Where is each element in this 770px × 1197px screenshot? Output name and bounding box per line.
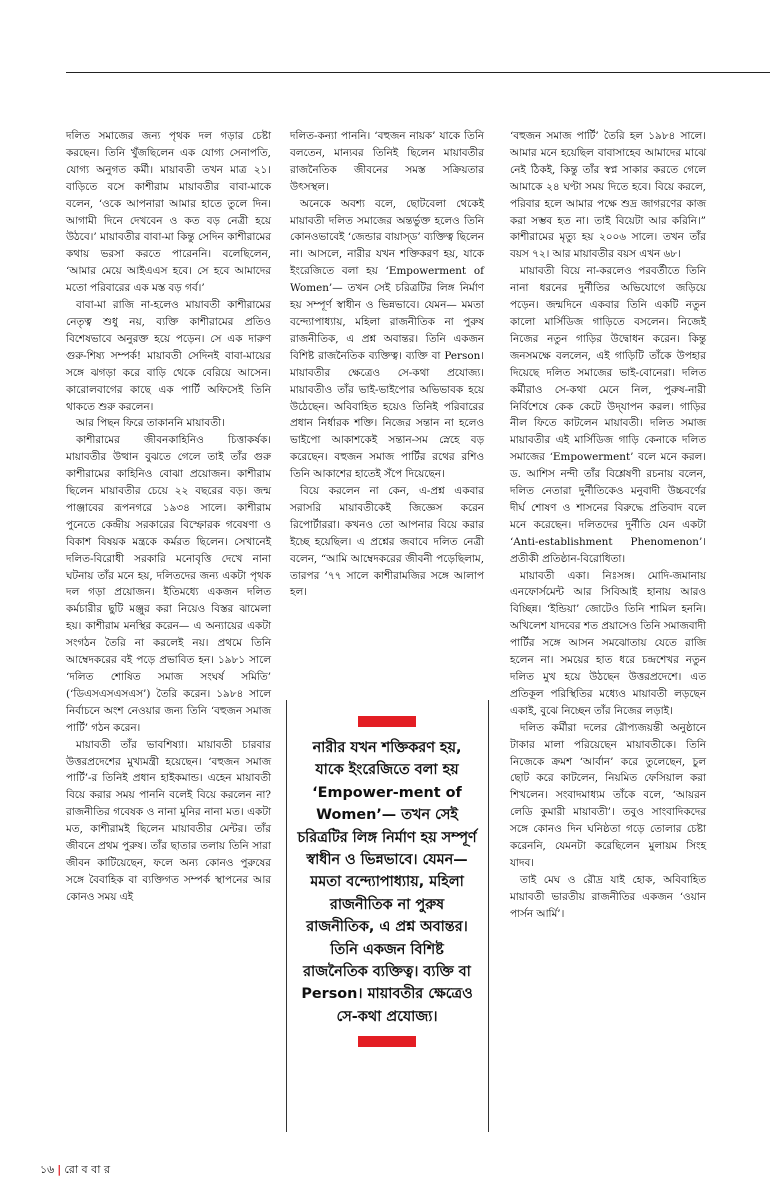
pull-quote-left-rule xyxy=(286,700,287,1132)
paragraph: দলিত কর্মীরা দলের রৌপ্যজয়ন্তী অনুষ্ঠানে টাকার মালা পরিয়েছেন মায়াবতীকে। তিনি নিজেকে ক্রমশ ‘আর্বান’ করে তুলেছেন, চুল ছোট করে কাটলেন, নিয়মিত ফেসিয়াল করা শিখলেন। সংবাদমাধ্যম তাঁকে বলে, ‘আয়রন লেডি কুমারী মায়াবতী’। তবুও সাংবাদিকদের সঙ্গে কোনও দিন ঘনিষ্ঠতা গড়ে তোলার চেষ্টা করেননি, যেমনটা করেছিলেন মুলায়ম সিংহ যাদব। xyxy=(510,721,706,869)
paragraph: ‘বহুজন সমাজ পার্টি’ তৈরি হল ১৯৮৪ সালে। আমার মনে হয়েছিল বাবাসাহেব আমাদের মাঝে নেই ঠিকই, কিন্তু তাঁর স্বপ্ন সাকার করতে গেলে আমাকে ২৪ ঘণ্টা সময় দিতে হবে। বিয়ে করলে, পরিবার হলে আমার পক্ষে শুদ্র জাগরণের কাজ করা সম্ভব হত না। তাই বিয়েটা আর করিনি।” কাশীরামের মৃত্যু হয় ২০০৬ সালে। তখন তাঁর বয়স ৭২। আর মায়াবতীর বয়স এখন ৬৮। xyxy=(510,130,706,261)
pull-quote-top-bar xyxy=(358,716,416,727)
page-number: ১৬ xyxy=(40,1163,55,1176)
footer-separator: | xyxy=(57,1163,62,1176)
pull-quote-text: নারীর যখন শক্তিকরণ হয়, যাকে ইংরেজিতে বলা হয় ‘Empower-ment of Women’— তখন সেই চরিত্রটির লিঙ্গ নির্মাণ হয় সম্পূর্ণ স্বাধীন ও ভিন্নভাবে। যেমন— মমতা বন্দ্যোপাধ্যায়, মহিলা রাজনীতিক না পুরুষ রাজনীতিক, এ প্রশ্ন অবান্তর। তিনি একজন বিশিষ্ট রাজনৈতিক ব্যক্তিত্ব। ব্যক্তি বা Person। মায়াবতীর ক্ষেত্রেও সে-কথা প্রযোজ্য। xyxy=(297,740,477,1025)
paragraph: কাশীরামের জীবনকাহিনিও চিত্তাকর্ষক। মায়াবতীর উত্থান বুঝতে গেলে তাই তাঁর গুরু কাশীরামের কাহিনিও বোঝা প্রয়োজন। কাশীরাম ছিলেন মায়াবতীর চেয়ে ২২ বছরের বড়। জন্ম পাঞ্জাবের রূপনগরে ১৯৩৪ সালে। কাশীরাম পুনেতে কেন্দ্রীয় সরকারের বিস্ফোরক গবেষণা ও বিকাশ বিষয়ক মন্ত্রকে কর্মরত ছিলেন। সেখানেই দলিত-বিরোধী সরকারি মনোবৃত্তি দেখে নানা ঘটনায় তাঁর মনে হয়, দলিতদের জন্য একটা পৃথক দল গড়া প্রয়োজন। ইতিমধ্যে একজন দলিত কর্মচারীর ছুটি মঞ্জুর করা নিয়েও বিস্তর ঝামেলা হয়। কাশীরাম মনস্থির করেন— এ অন্যায়ের একটা সংগঠন তৈরি না করলেই নয়। প্রথমে তিনি আম্বেদকরের বই পড়ে প্রভাবিত হন। ১৯৮১ সালে ‘দলিত শোষিত সমাজ সংঘর্ষ সমিতি’ (‘ডিএসএসএসএস’) তৈরি করেন। ১৯৮৪ সালে নির্বাচনে অংশ নেওয়ার জন্য তিনি ‘বহুজন সমাজ পার্টি’ গঠন করেন। xyxy=(66,434,271,734)
paragraph: মায়াবতী তাঁর ভাবশিষ্যা। মায়াবতী চারবার উত্তরপ্রদেশের মুখ্যমন্ত্রী হয়েছেন। ‘বহুজন সমাজ পার্টি’-র তিনিই প্রধান হাইকমান্ড। এহেন মায়াবতী বিয়ে করার সময় পাননি বলেই বিয়ে করলেন না? রাজনীতির গবেষক ও নানা মুনির নানা মত। একটা মত, কাশীরামই ছিলেন মায়াবতীর মেন্টর। তাঁর জীবনে প্রথম পুরুষ। তাঁর ছাতার তলায় তিনি সারা জীবন কাটিয়েছেন, ফলে অন্য কোনও পুরুষের সঙ্গে বৈবাহিক বা ব্যক্তিগত সম্পর্ক স্থাপনের আর কোনও সময় এই xyxy=(66,738,271,903)
paragraph: দলিত-কন্যা পাননি। ‘বহুজন নায়ক’ যাকে তিনি বলতেন, মান্যবর তিনিই ছিলেন মায়াবতীর রাজনৈতিক জীবনের সমস্ত সক্রিয়তার উৎসস্থল। xyxy=(290,130,484,193)
pull-quote-bottom-bar xyxy=(358,1036,416,1047)
article-column-2 xyxy=(290,128,484,601)
paragraph: বাবা-মা রাজি না-হলেও মায়াবতী কাশীরামের নেতৃত্ব শুধু নয়, ব্যক্তি কাশীরামের প্রতিও বিশেষভাবে অনুরক্ত হয়ে পড়েন। সে এক দারুণ গুরু-শিষ্য সম্পর্ক! মায়াবতী সেদিনই বাবা-মায়ের সঙ্গে ঝগড়া করে বাড়ি থেকে বেরিয়ে আসেন। কারোলবাগের কাছে এক পার্টি অফিসেই তিনি থাকতে শুরু করলেন। xyxy=(66,299,271,413)
paragraph: মায়াবতী বিয়ে না-করলেও পরবর্তীতে তিনি নানা ধরনের দুর্নীতির অভিযোগে জড়িয়ে পড়েন। জন্মদিনে একবার তিনি একটি নতুন কালো মার্সিডিজ গাড়িতে বসলেন। নিজেই নিজের নতুন গাড়ির উদ্বোধন করেন। কিন্তু জনসমক্ষে বললেন, এই গাড়িটি তাঁকে উপহার দিয়েছে দলিত সমাজের ভাই-বোনেরা। দলিত কর্মীরাও সে-কথা মেনে নিল, পুরুষ-নারী নির্বিশেষে কেক কেটে উদ্‌যাপন করল। গাড়ির নীল ফিতে কাটলেন মায়াবতী। দলিত সমাজ মায়াবতীর এই মার্সিডিজ গাড়ি কেনাকে দলিত সমাজের ‘Empowerment’ বলে মনে করল। ড. আশিস নন্দী তাঁর বিশ্লেষণী রচনায় বলেন, দলিত নেতারা দুর্নীতিকেও মনুবাদী উচ্চবর্ণের দীর্ঘ শোষণ ও শাসনের বিরুদ্ধে প্রতিবাদ বলে মনে করেছেন। দলিতদের দুর্নীতি যেন একটা ‘Anti-establishment Phenomenon’। প্রতীকী প্রতিষ্ঠান-বিরোধিতা। xyxy=(510,265,706,565)
paragraph: মায়াবতী একা। নিঃসঙ্গ। মোদি-জমানায় এনফোর্সমেন্ট আর সিবিআই হানায় আরও বিচ্ছিন্ন। ‘ইন্ডিয়া’ জোটেও তিনি শামিল হননি। অখিলেশ যাদবের শত প্রয়াসেও তিনি সমাজবাদী পার্টির সঙ্গে আসন সমঝোতায় যেতে রাজি হলেন না। সময়ের হাত ধরে চন্দ্রশেখর নতুন দলিত মুখ হয়ে উঠছেন উত্তরপ্রদেশে। এত প্রতিকূল পরিস্থিতির মধ্যেও মায়াবতী লড়ছেন একাই, বুঝে নিচ্ছেন তাঁর নিজের লড়াই। xyxy=(510,569,706,717)
page-footer xyxy=(40,1161,110,1180)
article-column-3 xyxy=(510,128,706,923)
publication-name: রো ব বা র xyxy=(64,1163,111,1176)
paragraph: দলিত সমাজের জন্য পৃথক দল গড়ার চেষ্টা করছেন। তিনি খুঁজছিলেন এক যোগ্য সেনাপতি, যোগ্য অনুগত কর্মী। মায়াবতী তখন মাত্র ২১। বাড়িতে বসে কাশীরাম মায়াবতীর বাবা-মাকে বলেন, ‘ওকে আপনারা আমার হাতে তুলে দিন। আগামী দিনে দেখবেন ও কত বড় নেত্রী হয়ে উঠবে।’ মায়াবতীর বাবা-মা কিন্তু সেদিন কাশীরামের কথায় ভরসা করতে পারেননি। বলেছিলেন, ‘আমার মেয়ে আইএএস হবে। সে হবে আমাদের মতো পরিবারের এক মস্ত বড় গর্ব।’ xyxy=(66,130,271,295)
paragraph: অনেকে অবশ্য বলে, ছোটবেলা থেকেই মায়াবতী দলিত সমাজের অন্তর্ভুক্ত হলেও তিনি কোনওভাবেই ‘জেন্ডার বায়াস্‌ড’ ব্যক্তিত্ব ছিলেন না। আসলে, নারীর যখন শক্তিকরণ হয়, যাকে ইংরেজিতে বলা হয় ‘Empowerment of Women’— তখন সেই চরিত্রটির লিঙ্গ নির্মাণ হয় সম্পূর্ণ স্বাধীন ও ভিন্নভাবে। যেমন— মমতা বন্দ্যোপাধ্যায়, মহিলা রাজনীতিক না পুরুষ রাজনীতিক, এ প্রশ্ন অবান্তর। তিনি একজন বিশিষ্ট রাজনৈতিক ব্যক্তিত্ব। ব্যক্তি বা Person। মায়াবতীর ক্ষেত্রেও সে-কথা প্রযোজ্য। মায়াবতীও তাঁর ভাই-ভাইপোর অভিভাবক হয়ে উঠেছেন। অবিবাহিত হয়েও তিনিই পরিবারের প্রধান নির্ধারক শক্তি। নিজের সন্তান না হলেও ভাইপো আকাশকেই সন্তান-সম স্নেহে বড় করেছেন। বহুজন সমাজ পার্টির রথের রশিও তিনি আকাশের হাতেই সঁপে দিয়েছেন। xyxy=(290,197,484,481)
header-rule xyxy=(66,72,770,73)
paragraph: আর পিছন ফিরে তাকাননি মায়াবতী। xyxy=(76,417,225,430)
paragraph: বিয়ে করলেন না কেন, এ-প্রশ্ন একবার সরাসরি মায়াবতীকেই জিজ্ঞেস করেন রিপোর্টাররা। কখনও তো আপনার বিয়ে করার ইচ্ছে হয়েছিল। এ প্রশ্নের জবাবে দলিত নেত্রী বলেন, “আমি আম্বেদকরের জীবনী পড়েছিলাম, তারপর ’৭৭ সালে কাশীরামজির সঙ্গে আলাপ হল। xyxy=(290,485,484,599)
paragraph: তাই মেঘ ও রৌদ্র যাই হোক, অবিবাহিত মায়াবতী ভারতীয় রাজনীতির একজন ‘ওয়ান পার্সন আর্মি’। xyxy=(510,873,706,920)
pull-quote xyxy=(296,716,478,1047)
pull-quote-right-rule xyxy=(488,700,489,1132)
article-column-1 xyxy=(66,128,271,906)
